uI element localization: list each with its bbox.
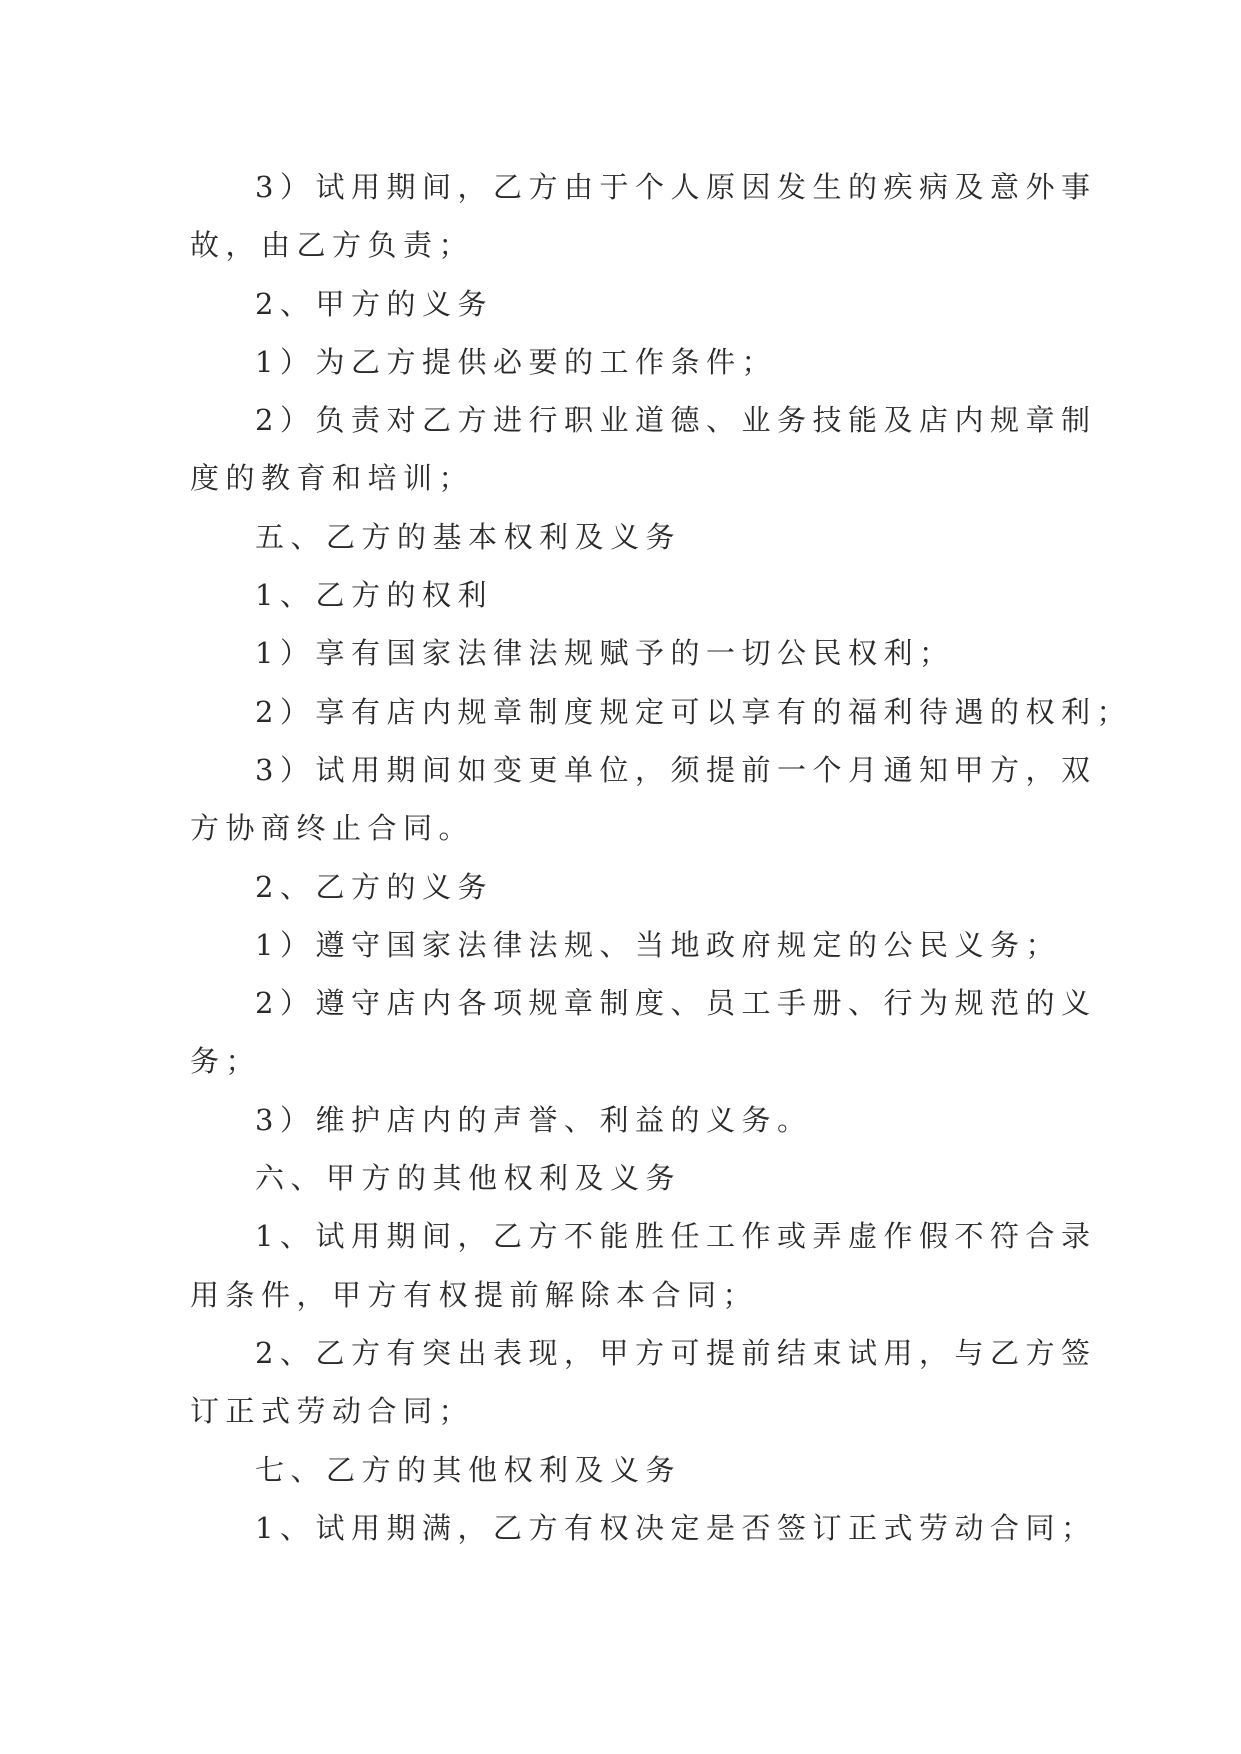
- text-line: 3）试用期间，乙方由于个人原因发生的疾病及意外事: [255, 170, 1097, 204]
- text-line: 故，由乙方负责；: [190, 228, 475, 263]
- section-heading: 2、乙方的义务: [255, 869, 493, 904]
- section-heading: 1、乙方的权利: [255, 578, 493, 613]
- text-line: 订正式劳动合同；: [190, 1394, 475, 1429]
- text-line: 用条件，甲方有权提前解除本合同；: [190, 1277, 759, 1312]
- section-heading: 2、甲方的义务: [255, 286, 493, 321]
- text-line: 2、乙方有突出表现，甲方可提前结束试用，与乙方签: [255, 1335, 1097, 1370]
- text-line: 1、试用期满，乙方有权决定是否签订正式劳动合同；: [255, 1510, 1097, 1545]
- text-line: 1）为乙方提供必要的工作条件；: [255, 344, 777, 379]
- section-heading: 七、乙方的其他权利及义务: [255, 1452, 682, 1487]
- document-body: [190, 158, 1132, 1557]
- text-line: 度的教育和培训；: [190, 461, 475, 496]
- text-line: 1、试用期间，乙方不能胜任工作或弄虚作假不符合录: [255, 1219, 1097, 1254]
- text-line: 2）享有店内规章制度规定可以享有的福利待遇的权利；: [255, 694, 1132, 729]
- section-heading: 六、甲方的其他权利及义务: [255, 1161, 682, 1196]
- text-line: 务；: [190, 1044, 262, 1079]
- text-line: 2）遵守店内各项规章制度、员工手册、行为规范的义: [255, 986, 1097, 1021]
- section-heading: 五、乙方的基本权利及义务: [255, 519, 682, 554]
- text-line: 方协商终止合同。: [190, 811, 475, 846]
- text-line: 2）负责对乙方进行职业道德、业务技能及店内规章制: [255, 403, 1097, 438]
- text-line: 3）试用期间如变更单位，须提前一个月通知甲方，双: [255, 752, 1097, 787]
- text-line: 1）遵守国家法律法规、当地政府规定的公民义务；: [255, 927, 1061, 962]
- text-line: 3）维护店内的声誉、利益的义务。: [255, 1102, 813, 1137]
- text-line: 1）享有国家法律法规赋予的一切公民权利；: [255, 636, 955, 671]
